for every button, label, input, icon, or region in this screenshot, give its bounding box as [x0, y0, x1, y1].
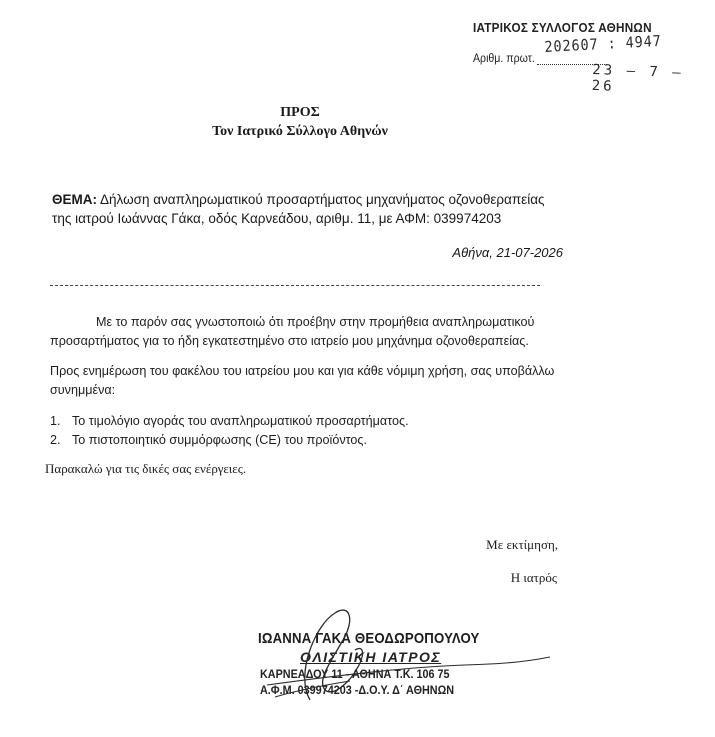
- doctor-seal: [258, 630, 548, 710]
- date-place: Αθήνα, 21-07-2026: [452, 245, 563, 260]
- recipient-name: Τον Ιατρικό Σύλλογο Αθηνών: [212, 124, 388, 139]
- seal-name: ΙΩΑΝΝΑ ΓΑΚΑ ΘΕΟΔΩΡΟΠΟΥΛΟΥ: [258, 630, 480, 647]
- list-item-number: 1.: [50, 414, 61, 428]
- protocol-label: Αριθμ. πρωτ.: [473, 53, 535, 65]
- seal-specialty: ΟΛΙΣΤΙΚΗ ΙΑΤΡΟΣ: [300, 649, 442, 665]
- seal-address: ΚΑΡΝΕΑΔΟΥ 11 - ΑΘΗΝΑ Τ.Κ. 106 75: [260, 667, 450, 681]
- protocol-number-handwritten: 202607 : 4947: [544, 31, 663, 56]
- signoff-role: Η ιατρός: [510, 570, 557, 585]
- list-item-number: 2.: [50, 433, 61, 447]
- body-paragraph-2: Προς ενημέρωση του φακέλου του ιατρείου μου και για κάθε νόμιμη χρήση, σας υποβάλλω συνημμένα:: [50, 364, 555, 397]
- subject-line-1: Δήλωση αναπληρωματικού προσαρτήματος μηχανήματος οζονοθεραπείας: [100, 192, 545, 207]
- registry-stamp: [470, 18, 710, 95]
- stamp-organization: ΙΑΤΡΙΚΟΣ ΣΥΛΛΟΓΟΣ ΑΘΗΝΩΝ: [473, 20, 652, 35]
- subject-label: ΘΕΜΑ:: [52, 192, 97, 207]
- list-item: [50, 431, 560, 450]
- list-item-text: Το τιμολόγιο αγοράς του αναπληρωματικού προσαρτήματος.: [72, 414, 409, 428]
- list-item-text: Το πιστοποιητικό συμμόρφωσης (CE) του προϊόντος.: [72, 433, 368, 447]
- list-item: [50, 412, 560, 431]
- signoff-greeting: Με εκτίμηση,: [486, 537, 558, 552]
- separator-line: [50, 285, 540, 286]
- stamp-date-handwritten: 23 – 7 – 26: [591, 61, 684, 95]
- body-paragraph-1: Με το παρόν σας γνωστοποιώ ότι προέβην στην προμήθεια αναπληρωματικού προσαρτήματος για το ήδη εγκατεστημένο στο ιατρείο μου μηχάνημα οζονοθεραπείας.: [50, 315, 535, 348]
- subject: [52, 190, 572, 228]
- attachments-list: [50, 412, 560, 450]
- recipient-heading: ΠΡΟΣ: [280, 105, 320, 120]
- closing-line: Παρακαλώ για τις δικές σας ενέργειες.: [45, 461, 247, 476]
- subject-line-2: της ιατρού Ιωάννας Γάκα, οδός Καρνεάδου, αριθμ. 11, με ΑΦΜ: 039974203: [52, 211, 502, 226]
- seal-tax-id: Α.Φ.Μ. 039974203 -Δ.Ο.Υ. Δ΄ ΑΘΗΝΩΝ: [260, 683, 455, 697]
